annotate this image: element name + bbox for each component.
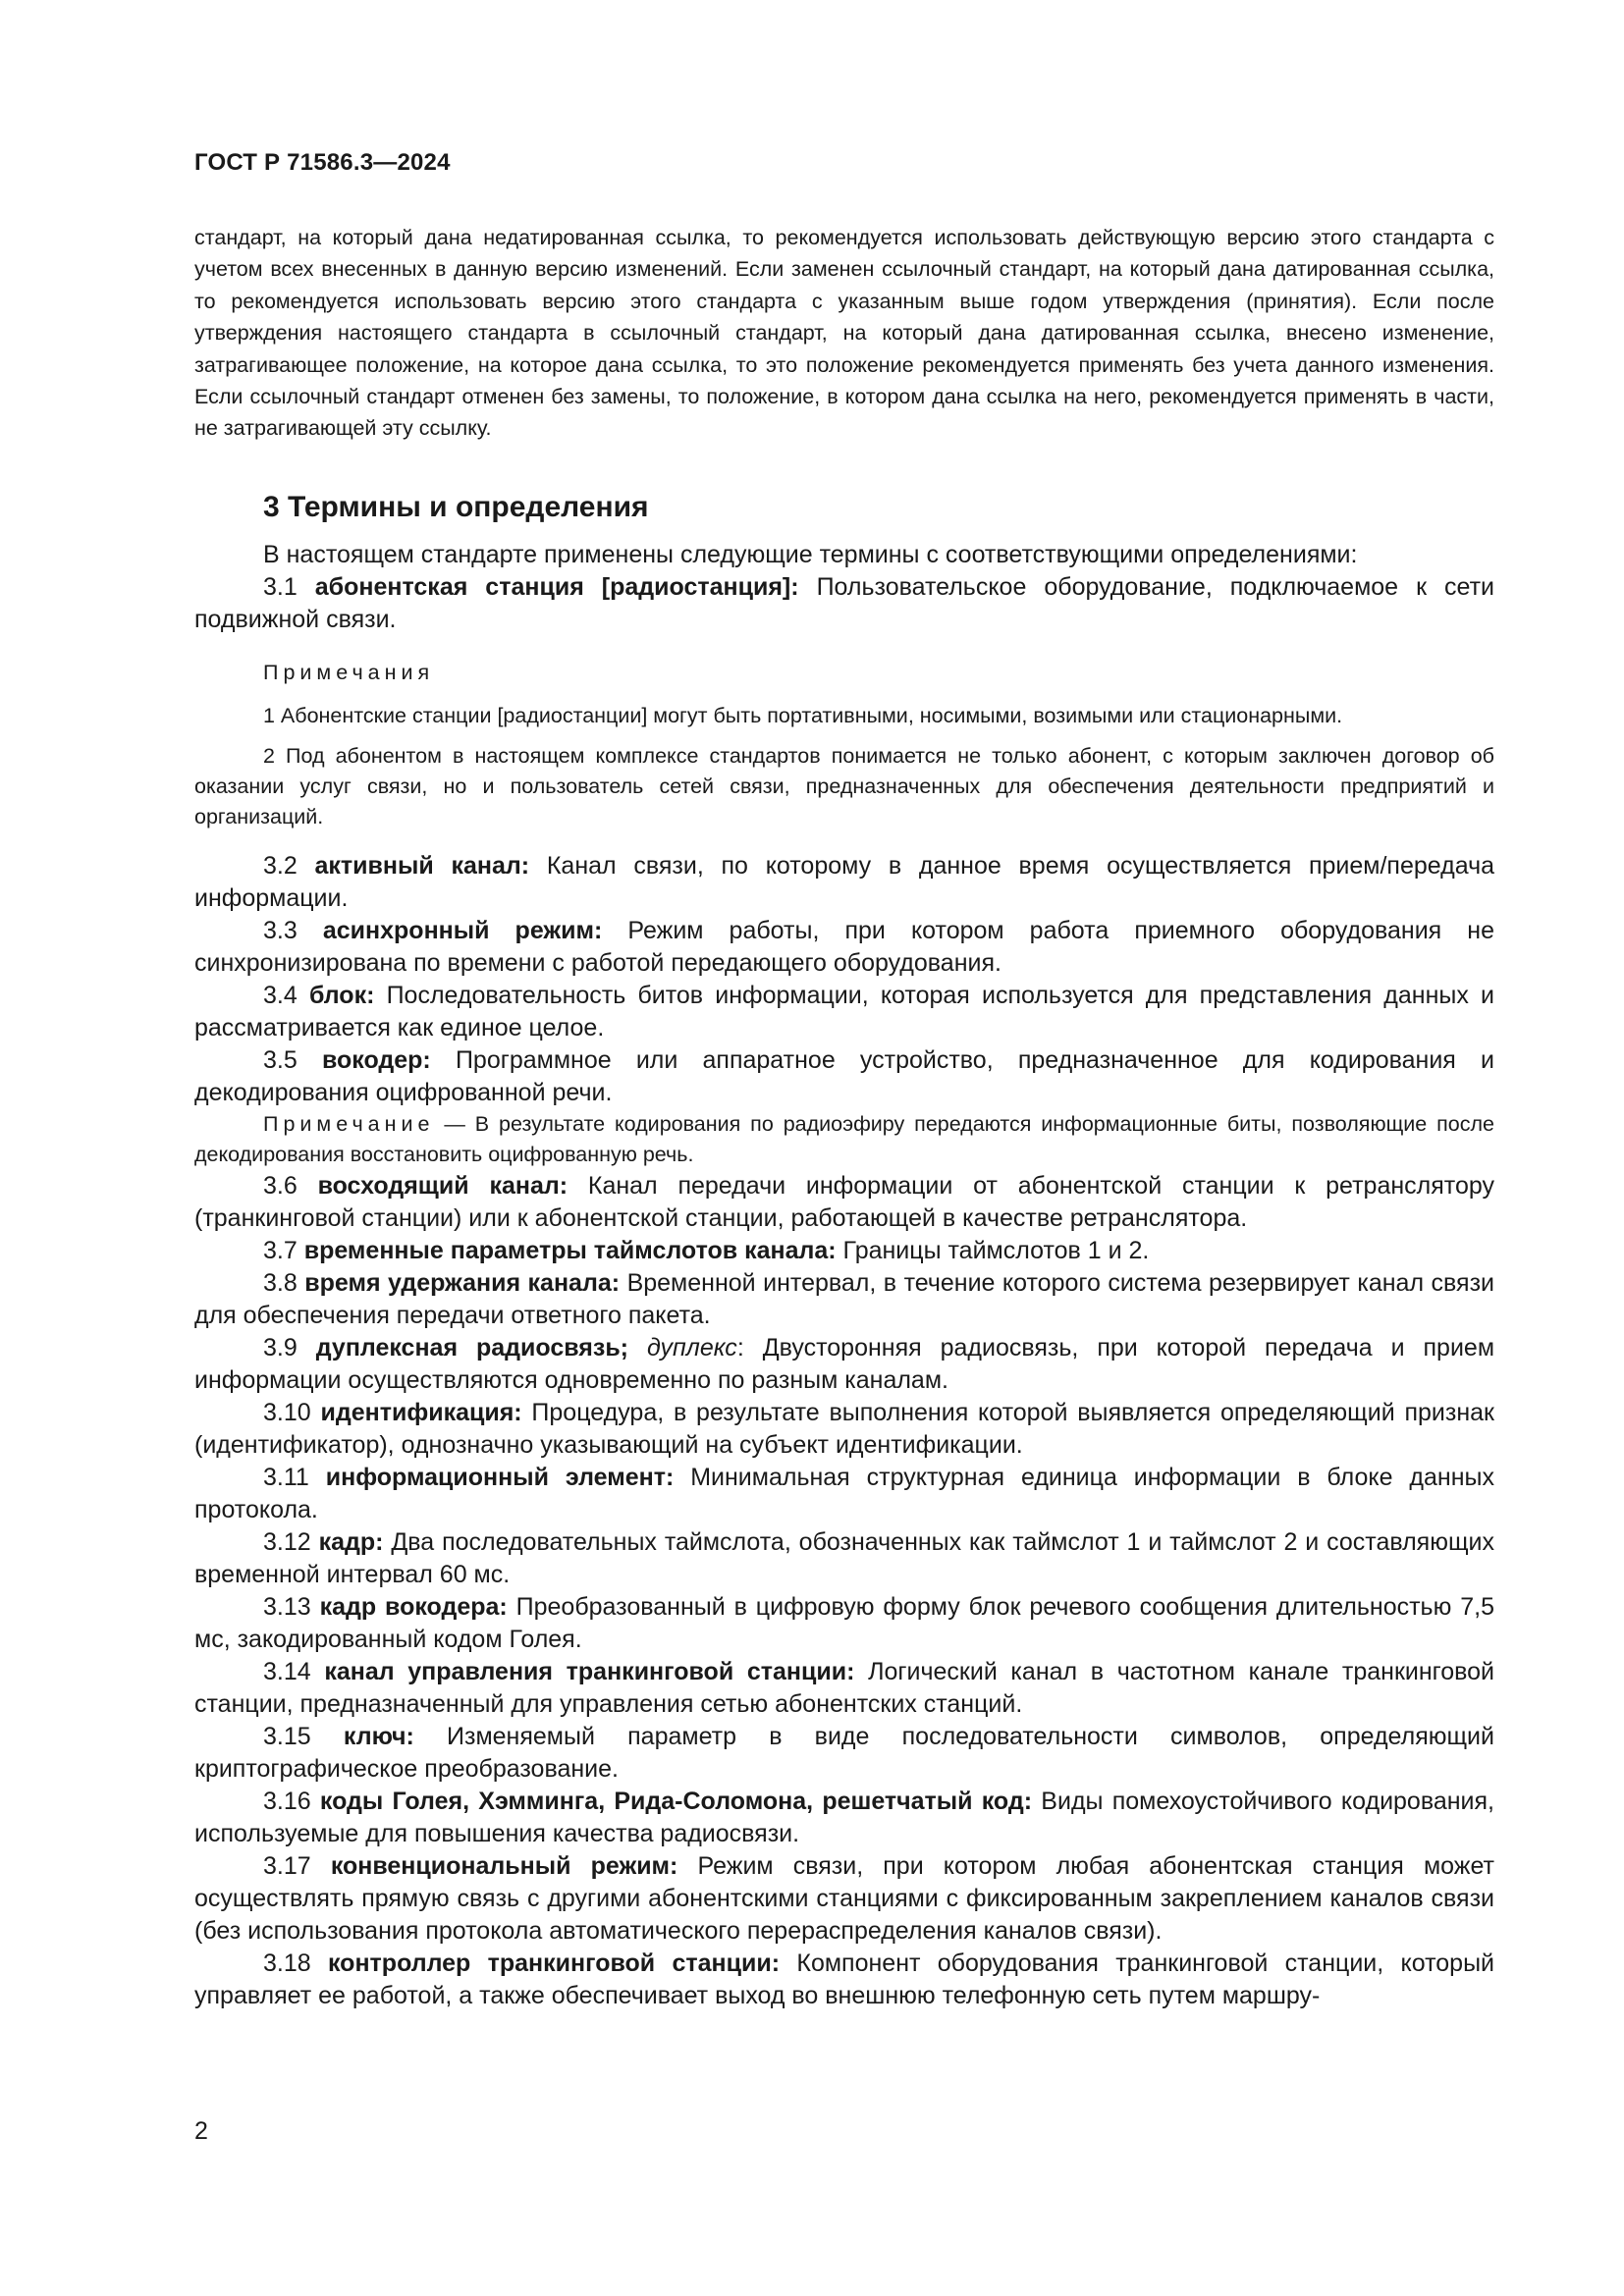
term-entry — [194, 1526, 1494, 1591]
term-name: абонентская станция [радиостанция]: — [314, 572, 799, 601]
inline-note — [194, 1109, 1494, 1170]
term-name: кадр вокодера: — [319, 1592, 508, 1621]
term-name: вокодер: — [321, 1045, 431, 1074]
term-definition: Канал связи, по которому в данное время осуществляется прием/передача информации. — [194, 851, 1494, 912]
page-content — [194, 222, 1494, 2012]
term-number: 3.17 — [263, 1851, 311, 1880]
term-definition: : Двусторонняя радиосвязь, при которой передача и прием информации осуществляются одновременно по разным каналам. — [194, 1333, 1495, 1394]
term-number: 3.5 — [263, 1045, 298, 1074]
term-name: активный канал: — [314, 851, 530, 880]
term-definition: Временной интервал, в течение которого система резервирует канал связи для обеспечения передачи ответного пакета. — [194, 1268, 1494, 1329]
term-name: идентификация: — [320, 1398, 522, 1426]
term-name: канал управления транкинговой станции: — [324, 1657, 855, 1685]
term-definition: Изменяемый параметр в виде последовательности символов, определяющий криптографическое преобразование. — [194, 1722, 1494, 1783]
term-entry — [194, 1786, 1494, 1850]
intro-paragraph — [194, 222, 1494, 445]
term-definition: Режим связи, при котором любая абонентская станция может осуществлять прямую связь с другими абонентскими станциями с фиксированным закреплением каналов связи (без использования протокола автоматического перераспределения каналов связи). — [194, 1851, 1495, 1945]
term-entry — [194, 1591, 1494, 1656]
term-definition: Виды помехоустойчивого кодирования, используемые для повышения качества радиосвязи. — [194, 1787, 1494, 1847]
term-number: 3.2 — [263, 851, 298, 880]
term-definition: Канал передачи информации от абонентской станции к ретранслятору (транкинговой станции) или к абонентской станции, работающей в качестве ретранслятора. — [194, 1171, 1494, 1232]
term-definition: Логический канал в частотном канале транкинговой станции, предназначенный для управления сетью абонентских станций. — [194, 1657, 1495, 1718]
term-definition: Пользовательское оборудование, подключаемое к сети подвижной связи. — [194, 572, 1494, 633]
term-definition: Границы таймслотов 1 и 2. — [836, 1236, 1150, 1264]
term-entry — [194, 915, 1494, 980]
document-header: ГОСТ Р 71586.3—2024 — [194, 149, 451, 176]
term-number: 3.11 — [263, 1463, 309, 1491]
term-name: коды Голея, Хэмминга, Рида-Соломона, решетчатый код: — [319, 1787, 1033, 1815]
term-definition: Программное или аппаратное устройство, предназначенное для кодирования и декодирования оцифрованной речи. — [194, 1045, 1494, 1106]
term-name: асинхронный режим: — [322, 916, 603, 944]
term-number: 3.1 — [263, 572, 298, 601]
term-definition: Минимальная структурная единица информации в блоке данных протокола. — [194, 1463, 1495, 1523]
term-name: кадр: — [318, 1527, 384, 1556]
term-name: восходящий канал: — [317, 1171, 568, 1200]
term-number: 3.12 — [263, 1527, 311, 1556]
term-number: 3.9 — [263, 1333, 298, 1362]
section-title: 3 Термины и определения — [263, 490, 649, 523]
term-entry — [194, 1948, 1494, 2012]
term-entry — [194, 1656, 1494, 1721]
term-number: 3.7 — [263, 1236, 298, 1264]
term-name: временные параметры таймслотов канала: — [303, 1236, 837, 1264]
note-text: — В результате кодирования по радиоэфиру передаются информационные биты, позволяющие после декодирования восстановить оцифрованную речь. — [194, 1111, 1494, 1166]
term-name: дуплексная радиосвязь; — [315, 1333, 629, 1362]
terms-list — [194, 539, 1494, 2012]
term-entry — [194, 1267, 1494, 1332]
term-number: 3.4 — [263, 981, 298, 1009]
term-alias: дуплекс — [646, 1333, 737, 1362]
term-definition: Процедура, в результате выполнения которой выявляется определяющий признак (идентификатор), однозначно указывающий на субъект идентификации. — [194, 1398, 1494, 1459]
term-number: 3.10 — [263, 1398, 311, 1426]
term-name: контроллер транкинговой станции: — [328, 1949, 781, 1977]
term-number: 3.8 — [263, 1268, 298, 1297]
term-entry — [194, 1170, 1494, 1235]
term-name: конвенциональный режим: — [330, 1851, 678, 1880]
term-definition: Последовательность битов информации, которая используется для представления данных и рассматривается как единое целое. — [194, 981, 1495, 1041]
intro-text: стандарт, на который дана недатированная ссылка, то рекомендуется использовать действующую версию этого стандарта с учетом всех внесенных в данную версию изменений. Если заменен ссылочный стандарт, на который дана датированная ссылка, то рекомендуется использовать версию этого стандарта с указанным выше годом утверждения (принятия). Если после утверждения настоящего стандарта в ссылочный стандарт, на который дана датированная ссылка, внесено изменение, затрагивающее положение, на которое дана ссылка, то это положение рекомендуется применять без учета данного изменения. Если ссылочный стандарт отменен без замены, то положение, в котором дана ссылка на него, рекомендуется применять в части, не затрагивающей эту ссылку. — [194, 226, 1494, 441]
term-definition: Компонент оборудования транкинговой станции, который управляет ее работой, а также обеспечивает выход во внешнюю телефонную сеть путем маршру- — [194, 1949, 1495, 2009]
term-definition: Режим работы, при котором работа приемного оборудования не синхронизирована по времени с работой передающего оборудования. — [194, 916, 1494, 977]
term-entry — [194, 1462, 1494, 1526]
term-entry — [194, 1235, 1494, 1267]
term-number: 3.3 — [263, 916, 298, 944]
term-number: 3.16 — [263, 1787, 311, 1815]
section-lead: В настоящем стандарте применены следующие термины с соответствующими определениями: — [263, 540, 1358, 568]
notes-heading: Примечания — [263, 660, 435, 684]
page-number: 2 — [194, 2117, 208, 2145]
term-entry — [194, 1332, 1494, 1397]
term-number: 3.18 — [263, 1949, 311, 1977]
term-name: время удержания канала: — [304, 1268, 621, 1297]
note-item: 2 Под абонентом в настоящем комплексе стандартов понимается не только абонент, с которым заключен договор об оказании услуг связи, но и пользователь сетей связи, предназначенных для обеспечения деятельности предприятий и организаций. — [194, 743, 1494, 828]
term-name: информационный элемент: — [325, 1463, 675, 1491]
term-name: ключ: — [343, 1722, 414, 1750]
term-number: 3.14 — [263, 1657, 311, 1685]
term-entry — [194, 571, 1494, 636]
term-entry — [194, 980, 1494, 1044]
note-label: Примечание — [263, 1111, 435, 1136]
note-item: 1 Абонентские станции [радиостанции] могут быть портативными, носимыми, возимыми или стационарными. — [263, 703, 1343, 727]
notes-items — [194, 701, 1494, 832]
term-entry — [194, 1044, 1494, 1109]
term-entry — [194, 850, 1494, 915]
term-entry — [194, 1850, 1494, 1948]
term-number: 3.6 — [263, 1171, 298, 1200]
term-entry — [194, 1397, 1494, 1462]
term-name: блок: — [308, 981, 375, 1009]
term-number: 3.15 — [263, 1722, 311, 1750]
term-number: 3.13 — [263, 1592, 311, 1621]
notes-block — [194, 658, 1494, 832]
term-definition: Преобразованный в цифровую форму блок речевого сообщения длительностью 7,5 мс, закодированный кодом Голея. — [194, 1592, 1494, 1653]
term-entry — [194, 1721, 1494, 1786]
term-definition: Два последовательных таймслота, обозначенных как таймслот 1 и таймслот 2 и составляющих временной интервал 60 мс. — [194, 1527, 1494, 1588]
